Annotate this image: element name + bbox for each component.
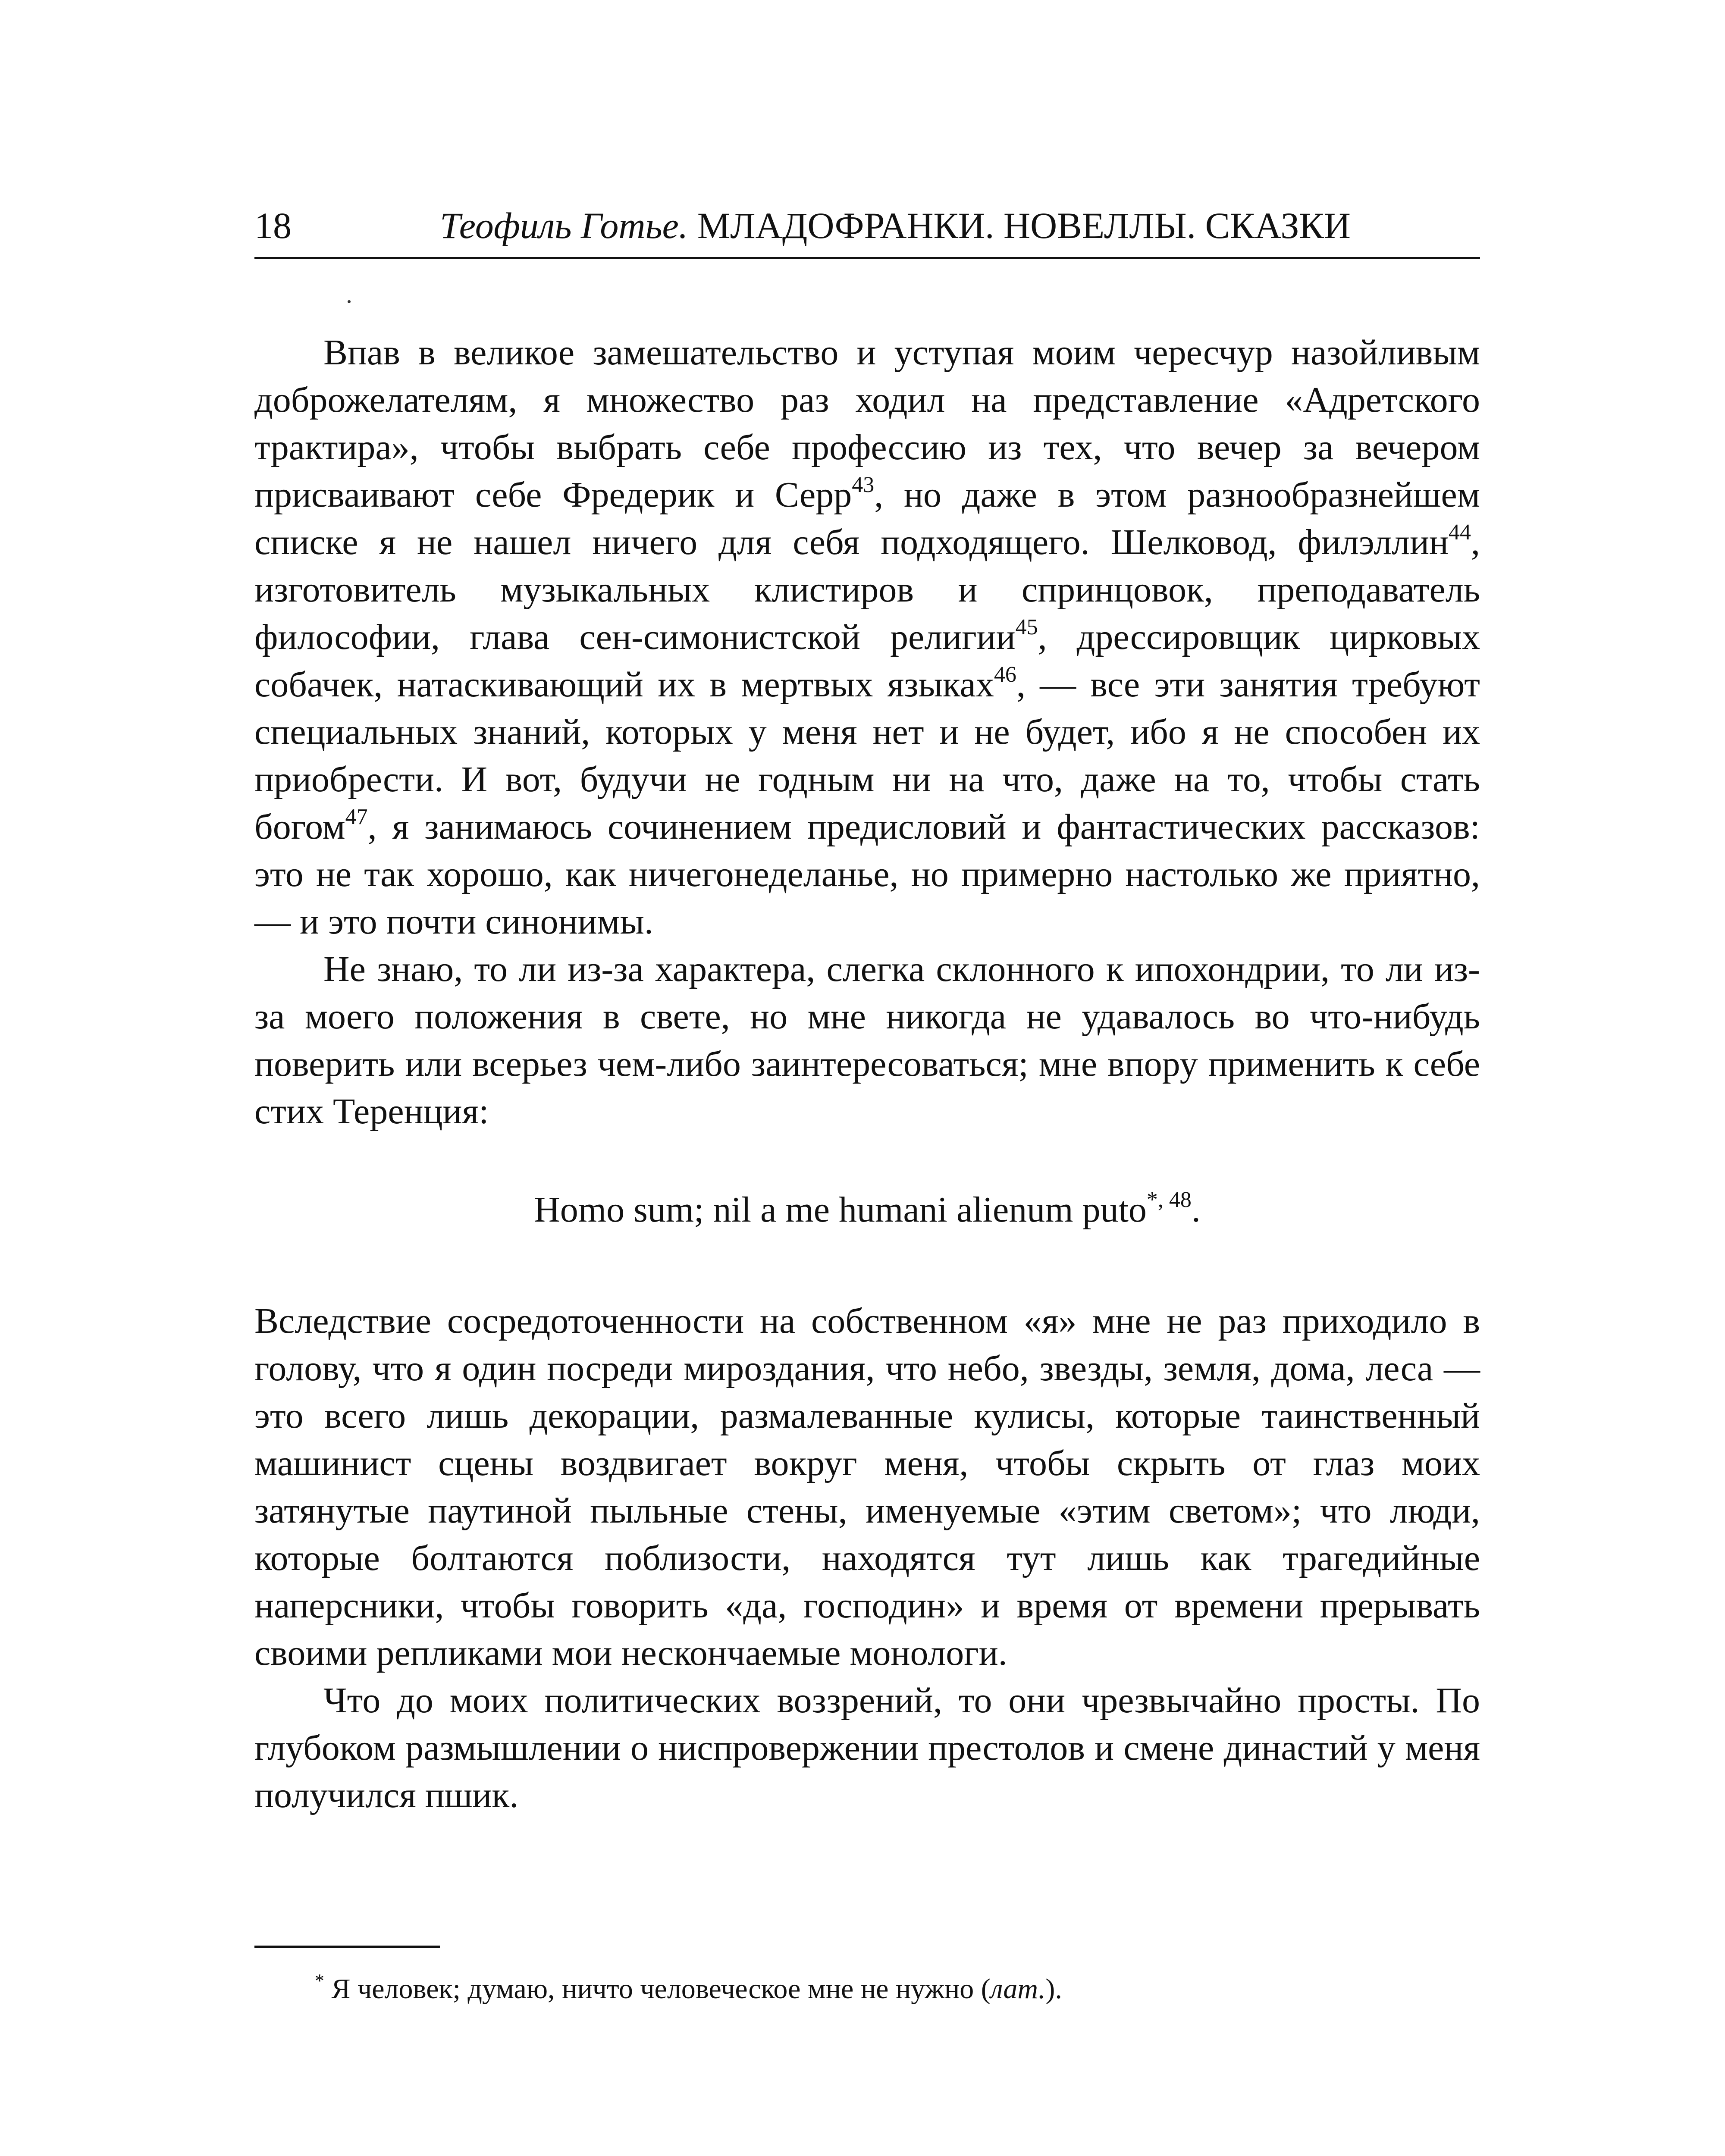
header-rule <box>254 257 1480 259</box>
paragraph-4: Что до моих политических воззрений, то они чрезвычайно просты. По глубоком размышлении о ниспровержении престолов и смене династий у меня получился пшик. <box>254 1680 1480 1815</box>
footnote-language: лат. <box>990 1973 1046 2005</box>
endnote-ref-44: 44 <box>1449 520 1471 545</box>
footnote <box>315 1970 1479 2009</box>
footnote-end: ). <box>1045 1973 1062 2005</box>
endnote-ref-46: 46 <box>994 662 1016 687</box>
paragraph-1-part-6: , я занимаюсь сочинением предисловий и фантастических рассказов: это не так хорошо, как ничегонеделанье, но примерно настолько же приятно, — и это почти синонимы. <box>254 807 1480 942</box>
paragraph-1 <box>254 329 1480 946</box>
stray-dot <box>348 300 351 303</box>
running-head-author: Теофиль Готье. <box>440 205 688 246</box>
latin-quotation-text: Homo sum; nil a me humani alienum puto <box>534 1190 1147 1230</box>
endnote-ref-43: 43 <box>852 473 875 497</box>
paragraph-1-part-5: , — все эти занятия требуют специальных знаний, которых у меня нет и не будет, ибо я не способен их приобрести. И вот, будучи не годным ни на что, даже на то, чтобы стать богом <box>254 664 1480 847</box>
paragraph-1-part-3: , изготовитель музыкальных клистиров и спринцовок, преподаватель философии, глава сен-симонистской религии <box>254 522 1480 657</box>
endnote-ref-47: 47 <box>345 805 368 829</box>
body-text <box>254 329 1480 1819</box>
paragraph-1-part-1: Впав в великое замешательство и уступая моим чересчур назойливым доброжелателям, я множество раз ходил на представление «Адретского трактира», чтобы выбрать себе профессию из тех, что вечер за вечером присваивают себе Фредерик и Серр <box>254 332 1480 515</box>
latin-quotation-note-ref: *, 48 <box>1146 1188 1192 1212</box>
footnote-mark: * <box>315 1970 324 1991</box>
paragraph-1-part-2: , но даже в этом разнообразнейшем списке я не нашел ничего для себя подходящего. Шелковод, филэллин <box>254 475 1480 562</box>
page-number: 18 <box>254 205 292 246</box>
paragraph-3: Вследствие сосредоточенности на собственном «я» мне не раз приходило в голову, что я один посреди мироздания, что небо, звезды, земля, дома, леса — это всего лишь декорации, размалеванные кулисы, которые таинственный машинист сцены воздвигает вокруг меня, чтобы скрыть от глаз моих затянутые паутиной пыльные стены, именуемые «этим светом»; что люди, которые болтаются поблизости, находятся тут лишь как трагедийные наперсники, чтобы говорить «да, господин» и время от времени прерывать своими репликами мои нескончаемые монологи. <box>254 1301 1480 1673</box>
latin-quotation <box>254 1186 1480 1234</box>
running-head <box>440 206 1351 245</box>
page-header <box>254 206 1480 245</box>
paragraph-1-part-4: , дрессировщик цирковых собачек, натаскивающий их в мертвых языках <box>254 617 1480 705</box>
running-head-title: МЛАДОФРАНКИ. НОВЕЛЛЫ. СКАЗКИ <box>697 205 1351 246</box>
footnote-rule <box>254 1946 440 1948</box>
latin-quotation-end: . <box>1191 1190 1201 1230</box>
footnote-text: Я человек; думаю, ничто человеческое мне не нужно ( <box>324 1973 991 2005</box>
endnote-ref-45: 45 <box>1015 615 1038 639</box>
paragraph-2: Не знаю, то ли из-за характера, слегка склонного к ипохондрии, то ли из-за моего положения в свете, но мне никогда не удавалось во что-нибудь поверить или всерьез чем-либо заинтересоваться; мне впору применить к себе стих Теренция: <box>254 949 1480 1131</box>
